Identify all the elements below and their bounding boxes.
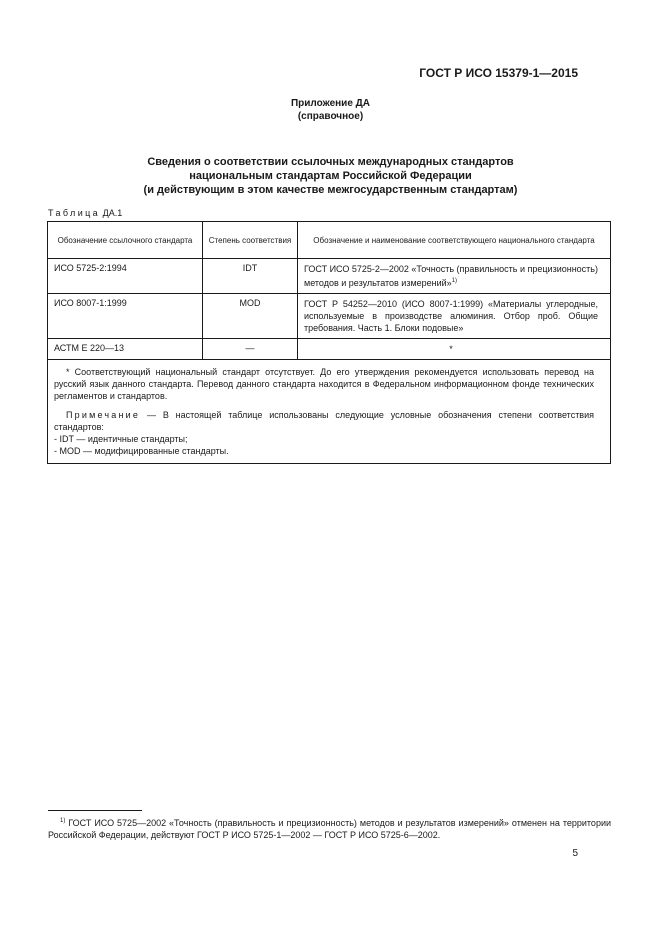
- header-national-standard: Обозначение и наименование соответствующего национального стандарта: [298, 222, 611, 259]
- cell-national: [298, 259, 611, 294]
- cell-national: *: [298, 339, 611, 360]
- table-caption: [48, 208, 122, 218]
- table-notes-row: [48, 360, 611, 464]
- title-line-3: (и действующим в этом качестве межгосударственным стандартам): [143, 184, 518, 196]
- cell-reference: ИСО 5725-2:1994: [48, 259, 203, 294]
- table-note: [54, 409, 594, 433]
- table-notes: [48, 360, 611, 464]
- footnote-ref: 1): [451, 278, 458, 284]
- footnote-divider: [48, 810, 142, 811]
- title-line-1: Сведения о соответствии ссылочных международных стандартов: [147, 156, 514, 168]
- national-text: ГОСТ ИСО 5725-2—2002 «Точность (правильность и прецизионность) методов и результатов измерений»: [304, 264, 598, 288]
- appendix-subtitle: (справочное): [297, 111, 364, 122]
- note-text: — В настоящей таблице использованы следующие условные обозначения степени соответствия стандартов:: [54, 410, 594, 432]
- footnote: [48, 815, 611, 841]
- appendix-heading: [0, 97, 661, 123]
- note-item-mod: - MOD — модифицированные стандарты.: [54, 446, 229, 456]
- table-caption-word: Таблица: [48, 208, 101, 218]
- header-reference-standard: Обозначение ссылочного стандарта: [48, 222, 203, 259]
- cell-degree: IDT: [203, 259, 298, 294]
- table-row: [48, 339, 611, 360]
- cell-degree: MOD: [203, 294, 298, 339]
- document-title: [0, 155, 661, 197]
- page-number: 5: [572, 848, 578, 859]
- footnote-text: ГОСТ ИСО 5725—2002 «Точность (правильность и прецизионность) методов и результатов измерений» отменен на территории Российской Федерации, действуют ГОСТ Р ИСО 5725-1—2002 — ГОСТ Р ИСО 5725-6—2002.: [48, 818, 611, 840]
- correspondence-table: [47, 221, 611, 464]
- cell-reference: ИСО 8007-1:1999: [48, 294, 203, 339]
- table-row: [48, 259, 611, 294]
- appendix-title: Приложение ДА: [290, 98, 371, 109]
- footnote-marker: 1): [60, 818, 66, 824]
- header-degree: Степень соответствия: [203, 222, 298, 259]
- table-caption-id: ДА.1: [102, 208, 123, 218]
- table-row: [48, 294, 611, 339]
- note-item-idt: - IDT — идентичные стандарты;: [54, 434, 188, 444]
- cell-degree: —: [203, 339, 298, 360]
- asterisk-note: * Соответствующий национальный стандарт отсутствует. До его утверждения рекомендуется использовать перевод на русский язык данного стандарта. Перевод данного стандарта находится в Федеральном информационном фонде технических регламентов и стандартов.: [54, 367, 594, 401]
- note-label: Примечание: [66, 410, 141, 420]
- title-line-2: национальным стандартам Российской Федерации: [189, 170, 472, 182]
- cell-national: ГОСТ Р 54252—2010 (ИСО 8007-1:1999) «Материалы углеродные, используемые в производстве алюминия. Отбор проб. Общие требования. Часть 1. Блоки подовые»: [298, 294, 611, 339]
- standard-code: ГОСТ Р ИСО 15379-1—2015: [419, 66, 578, 80]
- cell-reference: АСТМ Е 220—13: [48, 339, 203, 360]
- table-header-row: [48, 222, 611, 259]
